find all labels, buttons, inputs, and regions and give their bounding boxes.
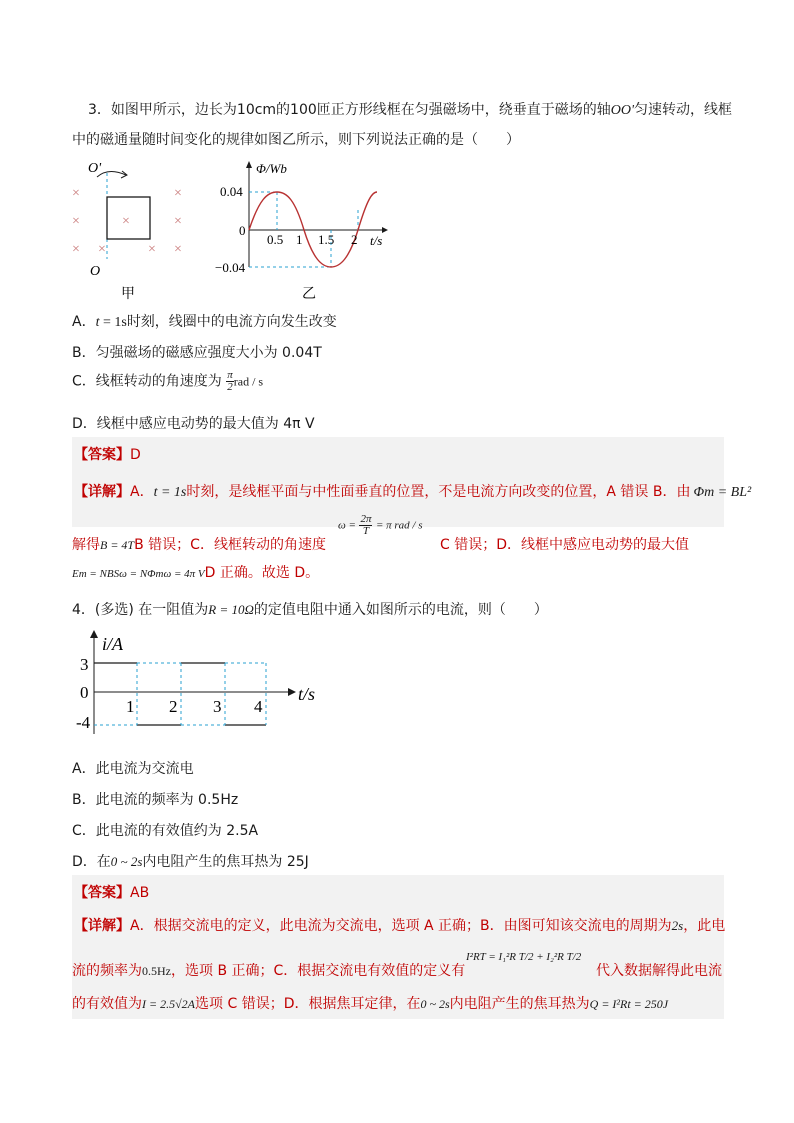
y-tick-3: 3 [80,655,89,674]
current-waveform [94,663,266,725]
q4-rms-formula: I²RT = I₁²R T/2 + I₂²R T/2 [466,951,582,963]
svg-text:×: × [174,186,182,201]
q3-stem-line1: 3．如图甲所示，边长为10cm的100匝正方形线框在匀强磁场中，绕垂直于磁场的轴OO'匀速转动，线框 [88,102,732,118]
q4-option-b[interactable]: B．此电流的频率为 0.5Hz [72,792,239,808]
svg-text:×: × [72,186,80,201]
svg-text:×: × [72,214,80,229]
current-graph [72,628,332,740]
x-tick-2: 2 [351,232,358,247]
q3-detail-line3: Em = NBSω = NΦmω = 4π VD 正确。故选 D。 [72,565,320,581]
svg-text:×: × [122,214,130,229]
q3-option-d[interactable]: D．线框中感应电动势的最大值为 4π V [72,416,315,432]
fraction-pi-over-2: $\frac{\pi}{2}$ [227,369,233,393]
x-tick-1: 1 [126,697,135,716]
x-tick-3: 3 [213,697,222,716]
axis-top-label: O' [88,161,102,176]
q3-omega-formula: ω = $\frac{2\pi}{T}$ = π rad / s [338,513,423,537]
q4-option-c[interactable]: C．此电流的有效值约为 2.5A [72,823,259,839]
q4-detail-line2-end: 代入数据解得此电流 [596,963,722,979]
q4-stem: 4．(多选) 在一阻值为R = 10Ω的定值电阻中通入如图所示的电流，则（ ） [72,602,548,618]
svg-text:×: × [174,214,182,229]
figure-yi [212,155,402,303]
q4-detail-line1: 【详解】A．根据交流电的定义，此电流为交流电，选项 A 正确；B．由图可知该交流电的周期为2s，此电 [74,918,726,934]
q4-option-a[interactable]: A．此电流为交流电 [72,761,194,777]
figure-jia [64,155,204,303]
svg-text:×: × [72,242,80,257]
q3-option-b[interactable]: B．匀强磁场的磁感应强度大小为 0.04T [72,345,322,361]
graph-x-label: t/s [298,684,316,704]
svg-text:×: × [148,242,156,257]
figure-yi-label: 乙 [302,287,316,302]
q3-stem-line2: 中的磁通量随时间变化的规律如图乙所示，则下列说法正确的是（ ） [72,132,520,148]
q4-answer: 【答案】AB [74,885,150,901]
svg-text:×: × [98,242,106,257]
y-tick-bottom: −0.04 [215,260,246,275]
y-tick-top: 0.04 [220,184,243,199]
axis-label: OO' [610,103,634,118]
axis-bottom-label: O [90,264,101,279]
y-tick-0: 0 [80,683,89,702]
x-axis-label: t/s [370,233,383,248]
x-tick-4: 4 [254,697,263,716]
y-tick-zero: 0 [239,223,246,238]
q3-option-c[interactable]: C．线框转动的角速度为 $\frac{\pi}{2}$ rad / s [72,369,264,393]
q4-option-d[interactable]: D．在0 ~ 2s内电阻产生的焦耳热为 25J [72,854,309,870]
x-tick-2: 2 [169,697,178,716]
q3-option-a[interactable]: A．t = 1s时刻，线圈中的电流方向发生改变 [72,314,337,330]
svg-text:×: × [174,242,182,257]
x-tick-1: 1 [296,232,303,247]
q3-detail-line2-end: C 错误；D．线框中感应电动势的最大值 [440,537,690,553]
x-tick-1.5: 1.5 [318,232,335,247]
q3-detail-line2: 解得B = 4TB 错误；C．线框转动的角速度 [72,537,326,553]
q3-answer: 【答案】D [74,447,141,463]
q3-detail-line1: 【详解】A．t = 1s时刻，是线框平面与中性面垂直的位置，不是电流方向改变的位置，A 错误 B．由 Φm = BL² [74,484,752,500]
x-tick-0.5: 0.5 [267,232,284,247]
y-tick-neg4: -4 [76,713,91,732]
q4-detail-line2: 流的频率为0.5Hz，选项 B 正确；C．根据交流电有效值的定义有 [72,963,466,979]
q4-detail-line3: 的有效值为I = 2.5√2A选项 C 错误；D．根据焦耳定律，在0 ~ 2s内电阻产生的焦耳热为Q = I²Rt = 250J [72,996,669,1012]
figure-jia-label: 甲 [121,287,135,302]
rotation-arrow [97,171,126,177]
y-axis-label: Φ/Wb [256,161,287,176]
graph-y-label: i/A [102,634,123,654]
